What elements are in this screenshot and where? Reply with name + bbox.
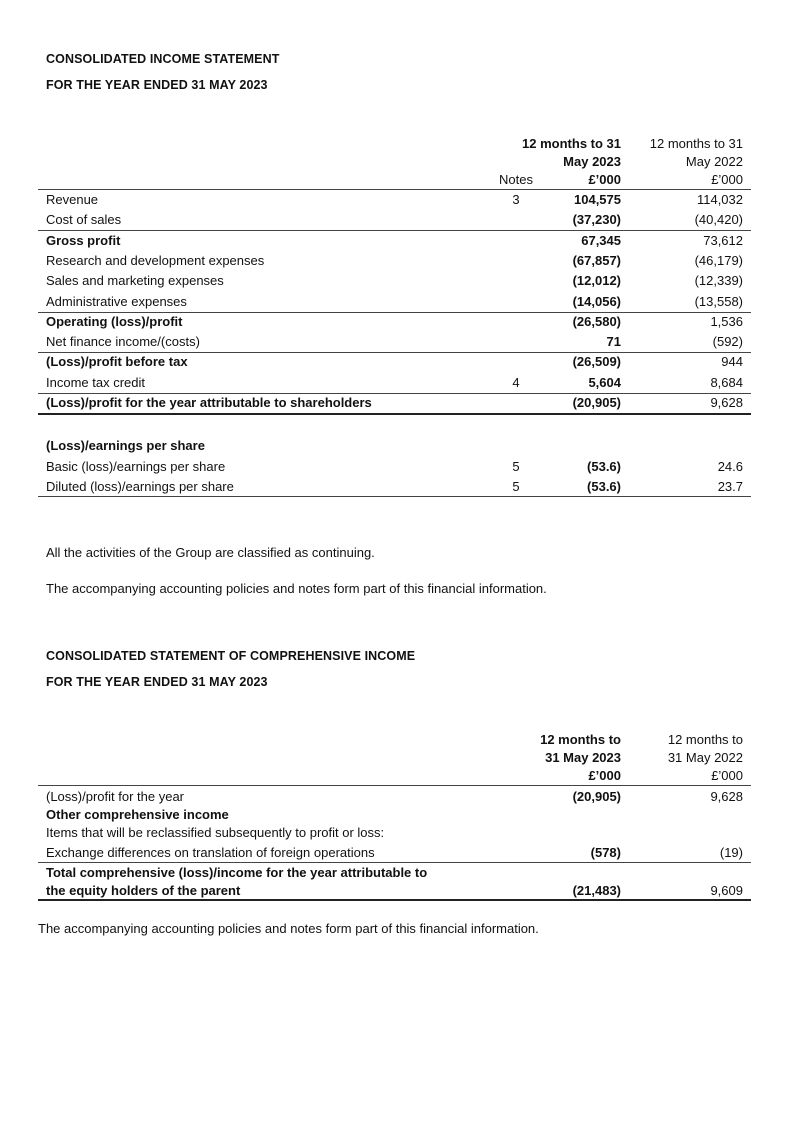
notes-column-header: Notes	[499, 172, 533, 187]
table-row	[38, 251, 751, 271]
row-value-2022: (40,420)	[694, 212, 743, 227]
ci-col-2022-line3: £’000	[711, 768, 743, 783]
ci-total-rule	[38, 899, 751, 901]
row-label: Administrative expenses	[46, 294, 187, 309]
row-value-2023: 104,575	[574, 192, 621, 207]
row-value-2023: (26,509)	[572, 354, 621, 369]
eps-row-note: 5	[512, 479, 520, 494]
ci-fx-label: Exchange differences on translation of foreign operations	[46, 845, 375, 860]
row-value-2022: 8,684	[710, 375, 743, 390]
row-value-2023: (26,580)	[572, 314, 621, 329]
row-value-2022: (13,558)	[694, 294, 743, 309]
ci-col-2022-line2: 31 May 2022	[667, 750, 743, 765]
ci-row-fx	[38, 843, 751, 863]
row-value-2023: (14,056)	[572, 294, 621, 309]
ci-row-oci-heading	[38, 805, 751, 825]
eps-row-value-2023: (53.6)	[587, 479, 621, 494]
income-statement-title: CONSOLIDATED INCOME STATEMENT	[46, 52, 280, 66]
table-row	[38, 231, 751, 251]
income-col-2023-line3: £’000	[588, 172, 621, 187]
eps-row-value-2023: (53.6)	[587, 459, 621, 474]
table-row	[38, 332, 751, 352]
eps-rule	[38, 496, 751, 497]
row-value-2023: 71	[606, 334, 621, 349]
comprehensive-income-period: FOR THE YEAR ENDED 31 MAY 2023	[46, 675, 268, 689]
ci-total-2022: 9,609	[710, 883, 743, 898]
row-label: Income tax credit	[46, 375, 145, 390]
table-row	[38, 312, 751, 332]
table-row	[38, 210, 751, 230]
eps-row	[38, 457, 751, 477]
eps-row	[38, 477, 751, 497]
ci-row-total-line2	[38, 881, 751, 901]
ci-col-2023-line1: 12 months to	[540, 732, 621, 747]
row-value-2022: (46,179)	[694, 253, 743, 268]
comprehensive-income-title: CONSOLIDATED STATEMENT OF COMPREHENSIVE INCOME	[46, 649, 416, 663]
row-label: Net finance income/(costs)	[46, 334, 200, 349]
ci-profit-2023: (20,905)	[572, 789, 621, 804]
eps-row-label: Basic (loss)/earnings per share	[46, 459, 226, 474]
row-label: Operating (loss)/profit	[46, 314, 183, 329]
eps-row-value-2022: 23.7	[717, 479, 743, 494]
income-col-2023-line1: 12 months to 31	[522, 136, 621, 151]
ci-col-2022-line1: 12 months to	[667, 732, 743, 747]
row-value-2022: 1,536	[710, 314, 743, 329]
row-label: Cost of sales	[46, 212, 122, 227]
ci-col-2023-line2: 31 May 2023	[545, 750, 621, 765]
eps-heading: (Loss)/earnings per share	[46, 438, 205, 453]
accounting-policies-note: The accompanying accounting policies and notes form part of this financial information.	[46, 581, 547, 596]
ci-total-2023: (21,483)	[572, 883, 621, 898]
ci-header-rule	[38, 785, 751, 786]
ci-profit-2022: 9,628	[710, 789, 743, 804]
ci-fx-2022: (19)	[719, 845, 743, 860]
table-row	[38, 190, 751, 210]
income-col-2022-line2: May 2022	[685, 154, 743, 169]
row-label: Gross profit	[46, 233, 121, 248]
ci-col-2023-header	[540, 731, 621, 785]
ci-col-2022-header	[668, 731, 743, 785]
income-col-2022-line1: 12 months to 31	[649, 136, 743, 151]
row-value-2023: (67,857)	[572, 253, 621, 268]
row-note: 4	[512, 375, 520, 390]
ci-row-reclass	[38, 823, 751, 843]
row-label: (Loss)/profit for the year attributable to shareholders	[46, 395, 372, 410]
row-value-2023: 5,604	[588, 375, 621, 390]
ci-col-2023-line3: £’000	[588, 768, 621, 783]
eps-row-note: 5	[512, 459, 520, 474]
ci-total-label-line1: Total comprehensive (loss)/income for the year attributable to	[46, 865, 428, 880]
ci-footer-note: The accompanying accounting policies and notes form part of this financial information.	[38, 921, 539, 936]
row-label: Revenue	[46, 192, 99, 207]
ci-row-total-line1	[38, 863, 751, 883]
table-row	[38, 373, 751, 393]
table-rule	[38, 413, 751, 415]
eps-row-label: Diluted (loss)/earnings per share	[46, 479, 234, 494]
ci-total-label-line2: the equity holders of the parent	[46, 883, 241, 898]
row-label: Research and development expenses	[46, 253, 265, 268]
row-value-2022: 944	[721, 354, 743, 369]
row-label: (Loss)/profit before tax	[46, 354, 188, 369]
row-note: 3	[512, 192, 520, 207]
row-value-2022: 73,612	[703, 233, 743, 248]
ci-profit-label: (Loss)/profit for the year	[46, 789, 184, 804]
row-value-2022: (592)	[712, 334, 743, 349]
eps-row-value-2022: 24.6	[717, 459, 743, 474]
income-col-2022-line3: £’000	[711, 172, 743, 187]
ci-fx-2023: (578)	[590, 845, 621, 860]
row-value-2022: 114,032	[696, 192, 743, 207]
row-value-2023: (20,905)	[572, 395, 621, 410]
row-value-2023: 67,345	[581, 233, 621, 248]
row-label: Sales and marketing expenses	[46, 273, 224, 288]
income-statement-period: FOR THE YEAR ENDED 31 MAY 2023	[46, 78, 268, 92]
ci-oci-heading: Other comprehensive income	[46, 807, 229, 822]
row-value-2023: (37,230)	[572, 212, 621, 227]
table-row	[38, 271, 751, 291]
row-value-2023: (12,012)	[572, 273, 621, 288]
table-row	[38, 352, 751, 372]
continuing-activities-note: All the activities of the Group are classified as continuing.	[46, 545, 375, 560]
income-col-2022-header	[650, 135, 743, 189]
income-col-2023-line2: May 2023	[563, 154, 621, 169]
ci-row-profit	[38, 787, 751, 807]
ci-reclass-label: Items that will be reclassified subsequently to profit or loss:	[46, 825, 385, 840]
table-row	[38, 292, 751, 312]
row-value-2022: 9,628	[710, 395, 743, 410]
table-row	[38, 393, 751, 413]
row-value-2022: (12,339)	[694, 273, 743, 288]
